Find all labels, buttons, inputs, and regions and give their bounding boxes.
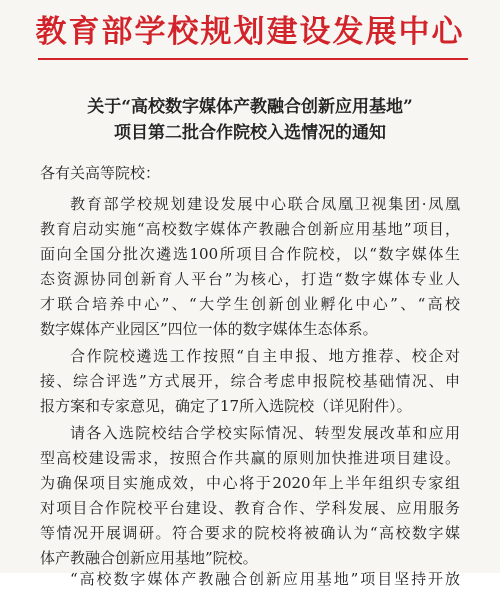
body-line-9: 报方案和专家意见，确定了17所入选院校（详见附件）。 bbox=[40, 397, 412, 415]
body-line-14: 等情况开展调研。符合要求的院校将被确认为“高校数字媒 bbox=[40, 524, 460, 542]
body-line-1: 教育部学校规划建设发展中心联合凤凰卫视集团·凤凰 bbox=[70, 195, 460, 213]
body-line-4: 态资源协同创新育人平台”为核心，打造“数字媒体专业人 bbox=[40, 270, 460, 288]
body-line-11: 型高校建设需求，按照合作共赢的原则加快推进项目建设。 bbox=[40, 449, 460, 467]
body-line-3: 面向全国分批次遴选100所项目合作院校，以“数字媒体生 bbox=[40, 245, 460, 263]
body-line-10: 请各入选院校结合学校实际情况、转型发展改革和应用 bbox=[70, 424, 460, 442]
body-line-5: 才联合培养中心”、“大学生创新创业孵化中心”、“高校 bbox=[40, 295, 460, 313]
document-title-line-1: 关于“高校数字媒体产教融合创新应用基地” bbox=[87, 97, 413, 117]
salutation: 各有关高等院校： bbox=[40, 164, 161, 182]
body-line-15: 体产教融合创新应用基地”院校。 bbox=[40, 549, 258, 567]
body-line-12: 为确保项目实施成效，中心将于2020年上半年组织专家组 bbox=[40, 474, 460, 492]
body-line-7: 合作院校遴选工作按照“自主申报、地方推荐、校企对 bbox=[70, 347, 460, 365]
body-line-6: 数字媒体产业园区”四位一体的数字媒体生态体系。 bbox=[40, 320, 378, 338]
document-title-line-2: 项目第二批合作院校入选情况的通知 bbox=[114, 123, 386, 143]
body-line-13: 对项目合作院校平台建设、教育合作、学科发展、应用服务 bbox=[40, 499, 460, 517]
letterhead-divider bbox=[38, 58, 468, 60]
body-line-2: 教育启动实施“高校数字媒体产教融合创新应用基地”项目， bbox=[40, 220, 460, 238]
letterhead: 教育部学校规划建设发展中心 bbox=[35, 14, 465, 50]
body-line-8: 接、综合评选”方式展开，综合考虑申报院校基础情况、申 bbox=[40, 372, 460, 390]
body-line-16: “高校数字媒体产教融合创新应用基地”项目坚持开放 bbox=[70, 570, 460, 588]
